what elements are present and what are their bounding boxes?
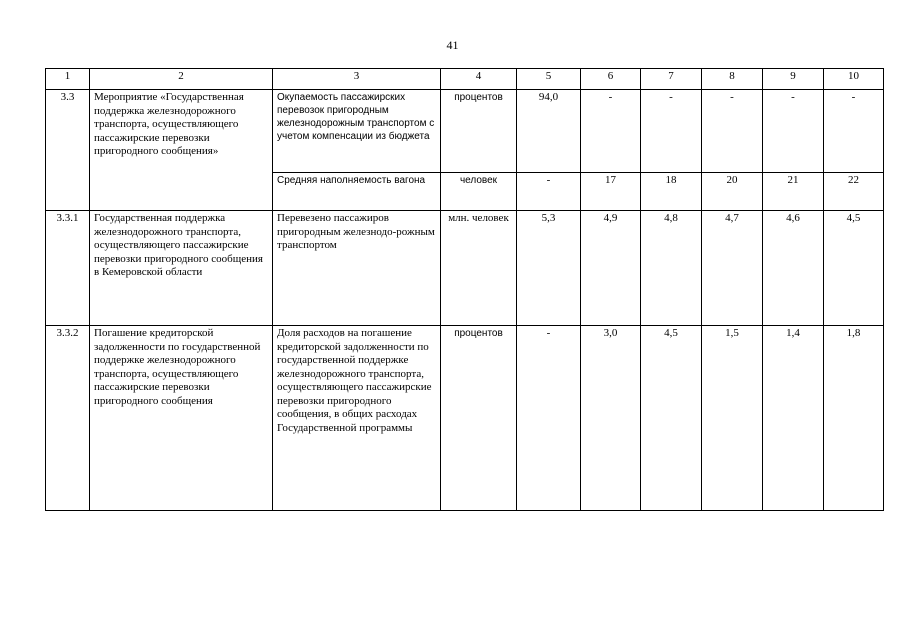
unit: процентов	[441, 326, 517, 511]
table-row	[46, 90, 884, 173]
value-cell: -	[763, 90, 824, 173]
value-cell: 22	[824, 173, 884, 211]
header-cell: 10	[824, 69, 884, 90]
unit: процентов	[441, 90, 517, 173]
value-cell: 4,6	[763, 211, 824, 326]
value-cell: 5,3	[517, 211, 581, 326]
header-cell: 1	[46, 69, 90, 90]
value-cell: 17	[581, 173, 641, 211]
value-cell: 1,8	[824, 326, 884, 511]
unit: млн. человек	[441, 211, 517, 326]
indicators-table	[45, 68, 884, 511]
header-cell: 5	[517, 69, 581, 90]
value-cell: 18	[641, 173, 702, 211]
indicator-name: Перевезено пассажиров пригородным железнодо-рожным транспортом	[273, 211, 441, 326]
value-cell: -	[641, 90, 702, 173]
event-name: Погашение кредиторской задолженности по государственной поддержке железнодорожного транспорта, осуществляющего пассажирские перевозки пригородного сообщения	[90, 326, 273, 511]
header-cell: 8	[702, 69, 763, 90]
value-cell: 4,5	[824, 211, 884, 326]
value-cell: -	[517, 326, 581, 511]
header-cell: 3	[273, 69, 441, 90]
header-row	[46, 69, 884, 90]
row-number: 3.3.2	[46, 326, 90, 511]
header-cell: 6	[581, 69, 641, 90]
value-cell: -	[581, 90, 641, 173]
page-number: 41	[446, 38, 459, 52]
header-cell: 4	[441, 69, 517, 90]
value-cell: -	[517, 173, 581, 211]
header-cell: 2	[90, 69, 273, 90]
value-cell: 1,4	[763, 326, 824, 511]
value-cell: 94,0	[517, 90, 581, 173]
value-cell: 4,5	[641, 326, 702, 511]
event-name: Государственная поддержка железнодорожного транспорта, осуществляющего пассажирские перевозки пригородного сообщения в Кемеровской области	[90, 211, 273, 326]
indicator-name: Средняя наполняемость вагона	[273, 173, 441, 211]
value-cell: 3,0	[581, 326, 641, 511]
value-cell: 21	[763, 173, 824, 211]
row-number: 3.3.1	[46, 211, 90, 326]
value-cell: 20	[702, 173, 763, 211]
row-number: 3.3	[46, 90, 90, 211]
table-row	[46, 326, 884, 511]
value-cell: 4,9	[581, 211, 641, 326]
table-row	[46, 211, 884, 326]
value-cell: 4,8	[641, 211, 702, 326]
unit: человек	[441, 173, 517, 211]
header-cell: 7	[641, 69, 702, 90]
indicator-name: Доля расходов на погашение кредиторской задолженности по государственной поддержке железнодорожного транспорта, осуществляющего пассажирские перевозки пригородного сообщения, в общих расходах Государственной программы	[273, 326, 441, 511]
value-cell: 4,7	[702, 211, 763, 326]
indicator-name: Окупаемость пассажирских перевозок пригородным железнодорожным транспортом с учетом компенсации из бюджета	[273, 90, 441, 173]
event-name: Мероприятие «Государственная поддержка железнодорожного транспорта, осуществляющего пассажирские перевозки пригородного сообщения»	[90, 90, 273, 211]
value-cell: -	[824, 90, 884, 173]
value-cell: 1,5	[702, 326, 763, 511]
header-cell: 9	[763, 69, 824, 90]
value-cell: -	[702, 90, 763, 173]
